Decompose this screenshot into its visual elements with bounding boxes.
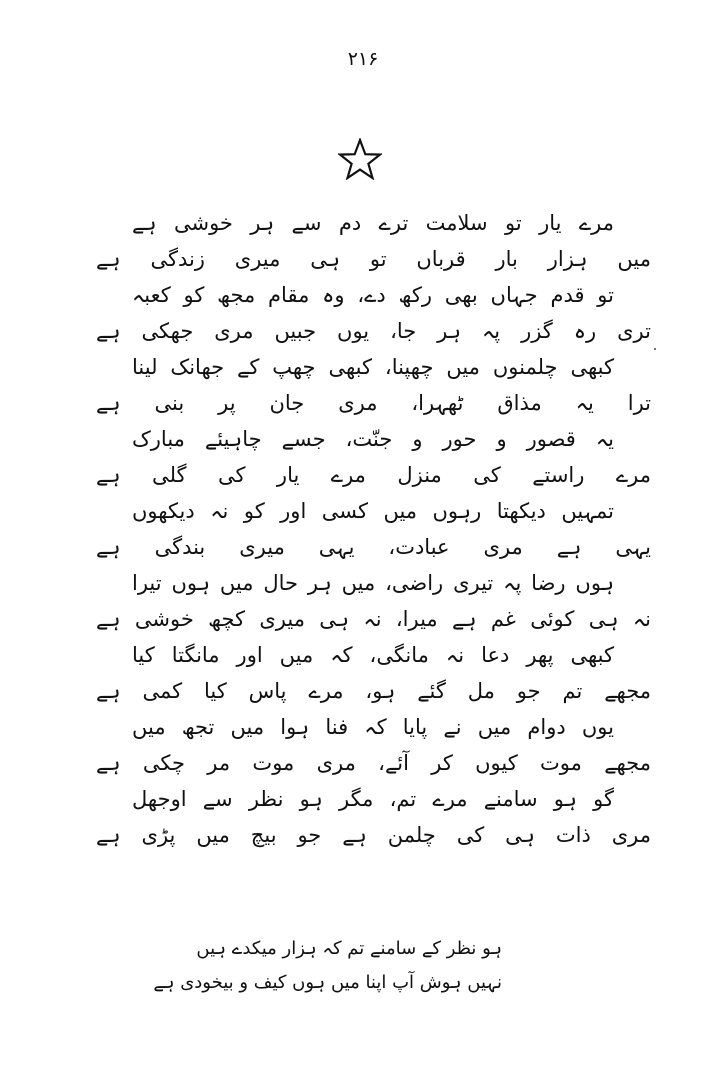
verse-line-second: مجھے موت کیوں کر آئے، مری موت مر چکی ہے	[96, 751, 651, 775]
page-number: ۲۱۶	[347, 48, 379, 70]
couplet	[0, 570, 726, 642]
couplet	[0, 282, 726, 354]
couplet	[0, 426, 726, 498]
verse-line-first: تمہیں دیکھتا رہوں میں کسی اور کو نہ دیکھوں	[132, 499, 614, 523]
star-outline-icon	[338, 138, 382, 180]
verse-line-second: مجھے تم جو مل گئے ہو، مرے پاس کیا کمی ہے	[96, 679, 651, 703]
ghazal	[0, 210, 726, 858]
couplet	[0, 714, 726, 786]
closing-couplet	[0, 937, 726, 1005]
verse-line-second: مرے راستے کی منزل مرے یار کی گلی ہے	[96, 463, 651, 487]
verse-line-second: مری ذات ہی کی چلمن ہے جو بیچ میں پڑی ہے	[96, 823, 651, 847]
couplet	[0, 210, 726, 282]
verse-line-first: کبھی چلمنوں میں چھپنا، کبھی چھپ کے جھانک لینا	[132, 355, 614, 379]
couplet	[0, 786, 726, 858]
couplet	[0, 498, 726, 570]
closing-line-first: ہو نظر کے سامنے تم کہ ہزار میکدے ہیں	[196, 938, 502, 959]
verse-line-first: کبھی پھر دعا نہ مانگی، کہ میں اور مانگتا کیا	[132, 643, 614, 667]
verse-line-first: یوں دوام میں نے پایا کہ فنا ہوا میں تجھ میں	[132, 715, 614, 739]
couplet	[0, 642, 726, 714]
couplet	[0, 354, 726, 426]
verse-line-second: میں ہزار بار قرباں تو ہی میری زندگی ہے	[96, 247, 651, 271]
verse-line-second: ترا یہ مذاق ٹھہرا، مری جان پر بنی ہے	[96, 391, 651, 415]
verse-line-first: ہوں رضا پہ تیری راضی، میں ہر حال میں ہوں تیرا	[132, 571, 614, 595]
verse-line-second: یہی ہے مری عبادت، یہی میری بندگی ہے	[96, 535, 651, 559]
verse-line-second: تری رہ گزر پہ ہر جا، یوں جبیں مری جھکی ہے	[96, 319, 651, 343]
verse-line-first: گو ہو سامنے مرے تم، مگر ہو نظر سے اوجھل	[132, 787, 614, 811]
verse-line-second: نہ ہی کوئی غم ہے میرا، نہ ہی میری کچھ خوشی ہے	[96, 607, 651, 631]
verse-line-first: تو قدم جہاں بھی رکھ دے، وہ مقام مجھ کو کعبہ	[132, 283, 614, 307]
verse-line-first: مرے یار تو سلامت ترے دم سے ہر خوشی ہے	[132, 211, 614, 235]
verse-line-first: یہ قصور و حور و جنّت، جسے چاہیئے مبارک	[132, 427, 614, 451]
closing-line-second: نہیں ہوش آپ اپنا میں ہوں کیف و بیخودی ہے	[153, 972, 502, 993]
